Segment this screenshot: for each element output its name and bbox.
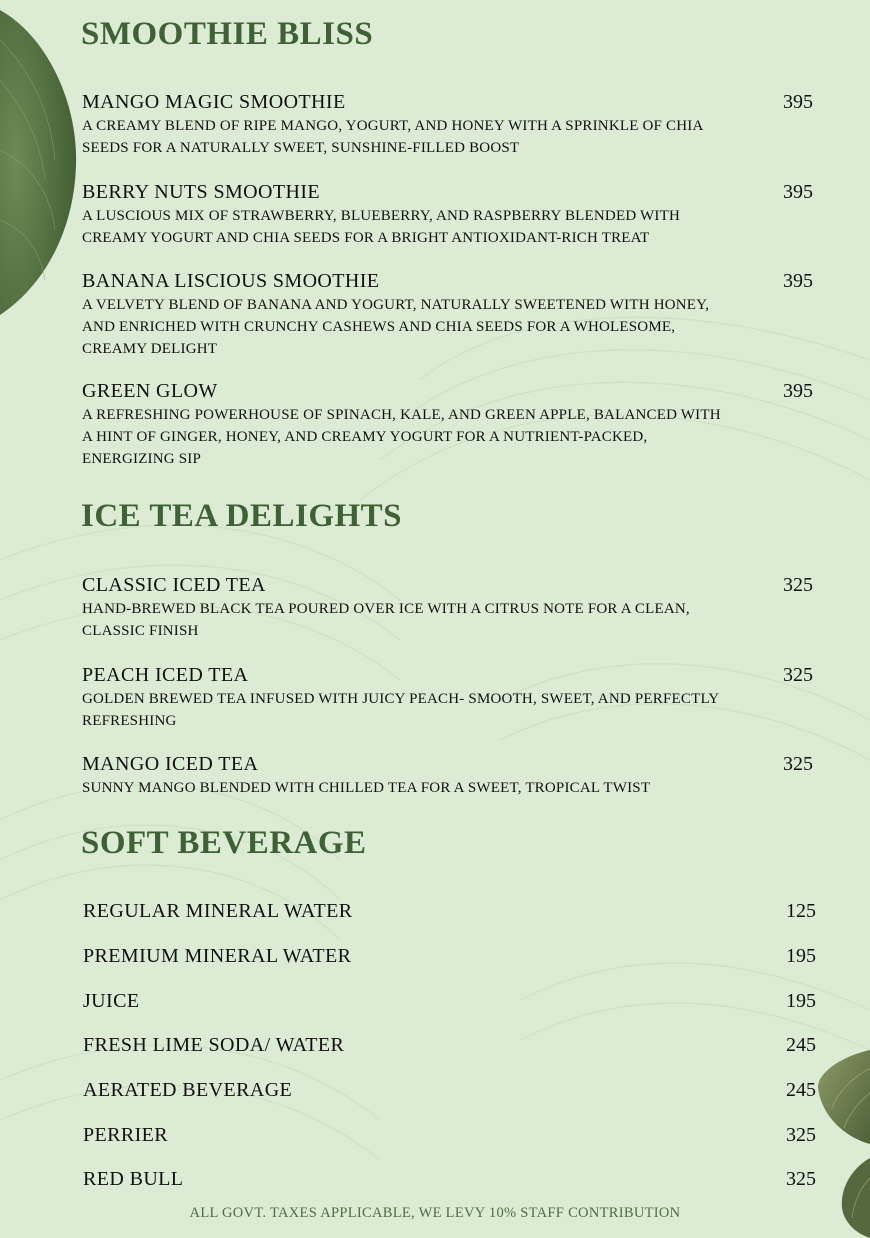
- menu-item: [82, 574, 822, 642]
- item-price: 325: [786, 1124, 816, 1146]
- item-price: 325: [786, 1168, 816, 1190]
- item-description: HAND-BREWED BLACK TEA POURED OVER ICE WITH A CITRUS NOTE FOR A CLEAN, CLASSIC FINISH: [82, 601, 690, 639]
- menu-item: [82, 753, 822, 799]
- menu-item: [82, 91, 822, 159]
- item-price: 245: [786, 1034, 816, 1056]
- item-name: MANGO ICED TEA: [82, 753, 259, 775]
- item-name: FRESH LIME SODA/ WATER: [83, 1034, 345, 1056]
- footer-note: ALL GOVT. TAXES APPLICABLE, WE LEVY 10% STAFF CONTRIBUTION: [189, 1205, 681, 1221]
- menu-item: [82, 664, 822, 732]
- item-name: RED BULL: [83, 1168, 184, 1190]
- beverage-row: [83, 1079, 816, 1105]
- item-price: 395: [783, 380, 813, 402]
- item-name: AERATED BEVERAGE: [83, 1079, 293, 1101]
- item-price: 395: [783, 270, 813, 292]
- beverage-row: [83, 945, 816, 971]
- item-name: REGULAR MINERAL WATER: [83, 900, 353, 922]
- item-name: PERRIER: [83, 1124, 169, 1146]
- beverage-row: [83, 1124, 816, 1150]
- item-name: BANANA LISCIOUS SMOOTHIE: [82, 270, 380, 292]
- item-price: 325: [783, 664, 813, 686]
- item-price: 395: [783, 91, 813, 113]
- item-price: 195: [786, 990, 816, 1012]
- menu-item: [82, 181, 822, 249]
- item-name: BERRY NUTS SMOOTHIE: [82, 181, 320, 203]
- leaf-top-left-icon: [0, 0, 80, 320]
- item-price: 325: [783, 753, 813, 775]
- item-price: 195: [786, 945, 816, 967]
- item-price: 125: [786, 900, 816, 922]
- beverage-row: [83, 1034, 816, 1060]
- item-name: GREEN GLOW: [82, 380, 218, 402]
- item-description: A REFRESHING POWERHOUSE OF SPINACH, KALE, AND GREEN APPLE, BALANCED WITH A HINT OF GINGER, HONEY, AND CREAMY YOGURT FOR A NUTRIENT-PACKED, ENERGIZING SIP: [82, 407, 721, 467]
- item-description: A CREAMY BLEND OF RIPE MANGO, YOGURT, AND HONEY WITH A SPRINKLE OF CHIA SEEDS FOR A NATURALLY SWEET, SUNSHINE-FILLED BOOST: [82, 118, 703, 156]
- item-price: 395: [783, 181, 813, 203]
- item-description: SUNNY MANGO BLENDED WITH CHILLED TEA FOR A SWEET, TROPICAL TWIST: [82, 780, 651, 796]
- item-name: MANGO MAGIC SMOOTHIE: [82, 91, 346, 113]
- item-description: A VELVETY BLEND OF BANANA AND YOGURT, NATURALLY SWEETENED WITH HONEY, AND ENRICHED WITH CRUNCHY CASHEWS AND CHIA SEEDS FOR A WHOLESOME, CREAMY DELIGHT: [82, 297, 710, 357]
- section-title-soft-beverage: SOFT BEVERAGE: [81, 825, 367, 861]
- item-name: PREMIUM MINERAL WATER: [83, 945, 352, 967]
- menu-item: [82, 380, 822, 470]
- item-name: PEACH ICED TEA: [82, 664, 249, 686]
- section-title-smoothie-bliss: SMOOTHIE BLISS: [81, 16, 374, 52]
- item-price: 245: [786, 1079, 816, 1101]
- item-description: GOLDEN BREWED TEA INFUSED WITH JUICY PEACH- SMOOTH, SWEET, AND PERFECTLY REFRESHING: [82, 691, 719, 729]
- beverage-row: [83, 1168, 816, 1194]
- item-name: JUICE: [83, 990, 140, 1012]
- menu-item: [82, 270, 822, 360]
- item-description: A LUSCIOUS MIX OF STRAWBERRY, BLUEBERRY, AND RASPBERRY BLENDED WITH CREAMY YOGURT AND CHIA SEEDS FOR A BRIGHT ANTIOXIDANT-RICH TREAT: [82, 208, 680, 246]
- beverage-row: [83, 990, 816, 1016]
- item-price: 325: [783, 574, 813, 596]
- section-title-ice-tea-delights: ICE TEA DELIGHTS: [81, 498, 403, 534]
- beverage-row: [83, 900, 816, 926]
- item-name: CLASSIC ICED TEA: [82, 574, 266, 596]
